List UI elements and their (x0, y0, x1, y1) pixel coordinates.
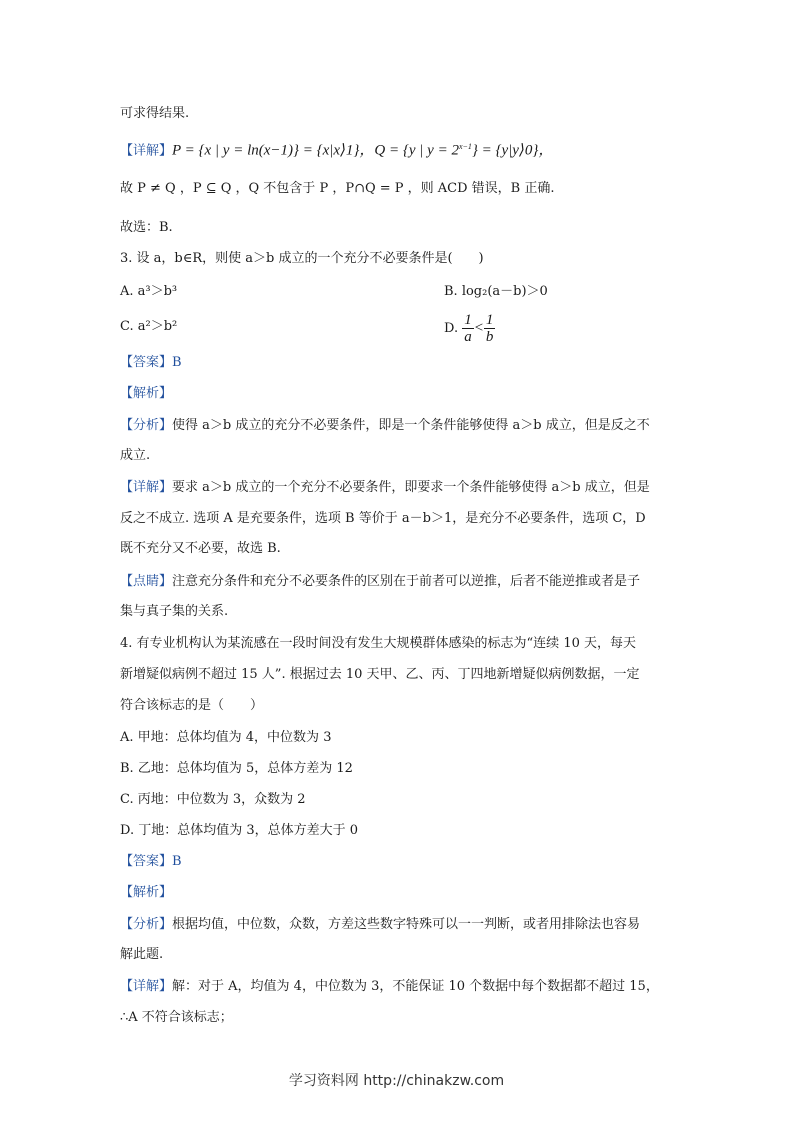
option-c: C. 丙地：中位数为 3，众数为 2 (120, 792, 306, 807)
option-d-label: D. (444, 321, 459, 336)
option-c: C. a²＞b² (120, 319, 178, 334)
set-definition-end: } = {y|y⟩0}， (471, 142, 554, 159)
analysis-3: 【解析】 (120, 386, 173, 401)
fenxi-4-line-1: 【分析】根据均值，中位数，众数，方差这些数字特殊可以一一判断，或者用排除法也容易 (120, 917, 641, 932)
exponent: x−1 (458, 142, 472, 151)
question-4-line-3: 符合该标志的是（ ） (120, 698, 264, 713)
xiangjie-4-line-2: ∴A 不符合该标志； (120, 1010, 233, 1025)
fenxi-4-line-2: 解此题. (120, 947, 164, 962)
site-footer[interactable]: 学习资料网 http://chinakzw.com (288, 1073, 505, 1089)
fenxi-3-line-1: 【分析】使得 a＞b 成立的充分不必要条件，即是一个条件能够使得 a＞b 成立，但是反之不 (120, 418, 650, 433)
xiangjie-3-line-3: 既不充分又不必要，故选 B. (120, 541, 281, 556)
fraction-1-over-a: $\frac{1}{a}$ (464, 312, 472, 345)
dianjing-3-line-2: 集与真子集的关系. (120, 604, 229, 619)
option-d: D. 丁地：总体均值为 3，总体方差大于 0 (120, 823, 359, 838)
question-4-line-2: 新增疑似病例不超过 15 人”. 根据过去 10 天甲、乙、丙、丁四地新增疑似病例数据，一定 (120, 667, 640, 682)
text-line: 可求得结果. (120, 106, 190, 121)
option-d (444, 312, 495, 345)
xiangjie-3-line-2: 反之不成立. 选项 A 是充要条件，选项 B 等价于 a－b＞1，是充分不必要条件，选项 C，D (120, 511, 646, 526)
question-4-line-1: 4. 有专业机构认为某流感在一段时间没有发生大规模群体感染的标志为“连续 10 天，每天 (120, 636, 636, 651)
answer-4: 【答案】B (120, 854, 182, 869)
less-than: < (473, 320, 484, 336)
text-line: 故选：B. (120, 220, 173, 235)
fraction-1-over-b: $\frac{1}{b}$ (485, 312, 494, 345)
detail-tag: 【详解】 (120, 143, 173, 159)
detail-line (120, 138, 553, 160)
option-b: B. 乙地：总体均值为 5，总体方差为 12 (120, 761, 353, 776)
fenxi-3-line-2: 成立. (120, 448, 151, 463)
option-a: A. a³＞b³ (120, 284, 178, 299)
analysis-4: 【解析】 (120, 885, 173, 900)
xiangjie-4-line-1: 【详解】解：对于 A，均值为 4，中位数为 3，不能保证 10 个数据中每个数据都不超过 15， (120, 979, 659, 994)
option-a: A. 甲地：总体均值为 4，中位数为 3 (120, 730, 332, 745)
dianjing-3-line-1: 【点睛】注意充分条件和充分不必要条件的区别在于前者可以逆推，后者不能逆推或者是子 (120, 574, 641, 589)
xiangjie-3-line-1: 【详解】要求 a＞b 成立的一个充分不必要条件，即要求一个条件能够使得 a＞b 成立，但是 (120, 480, 650, 495)
text-line: 故 P ≠ Q ，P ⊆ Q ，Q 不包含于 P ，P∩Q = P ，则 ACD 错误，B 正确. (120, 181, 555, 196)
option-b: B. log₂(a－b)＞0 (444, 284, 548, 299)
question-3: 3. 设 a，b∈R，则使 a＞b 成立的一个充分不必要条件是( ) (120, 251, 484, 266)
set-definition: P = {x | y = ln(x−1)} = {x|x⟩1}，Q = {y | y = 2 (172, 142, 459, 159)
answer-3: 【答案】B (120, 355, 182, 370)
